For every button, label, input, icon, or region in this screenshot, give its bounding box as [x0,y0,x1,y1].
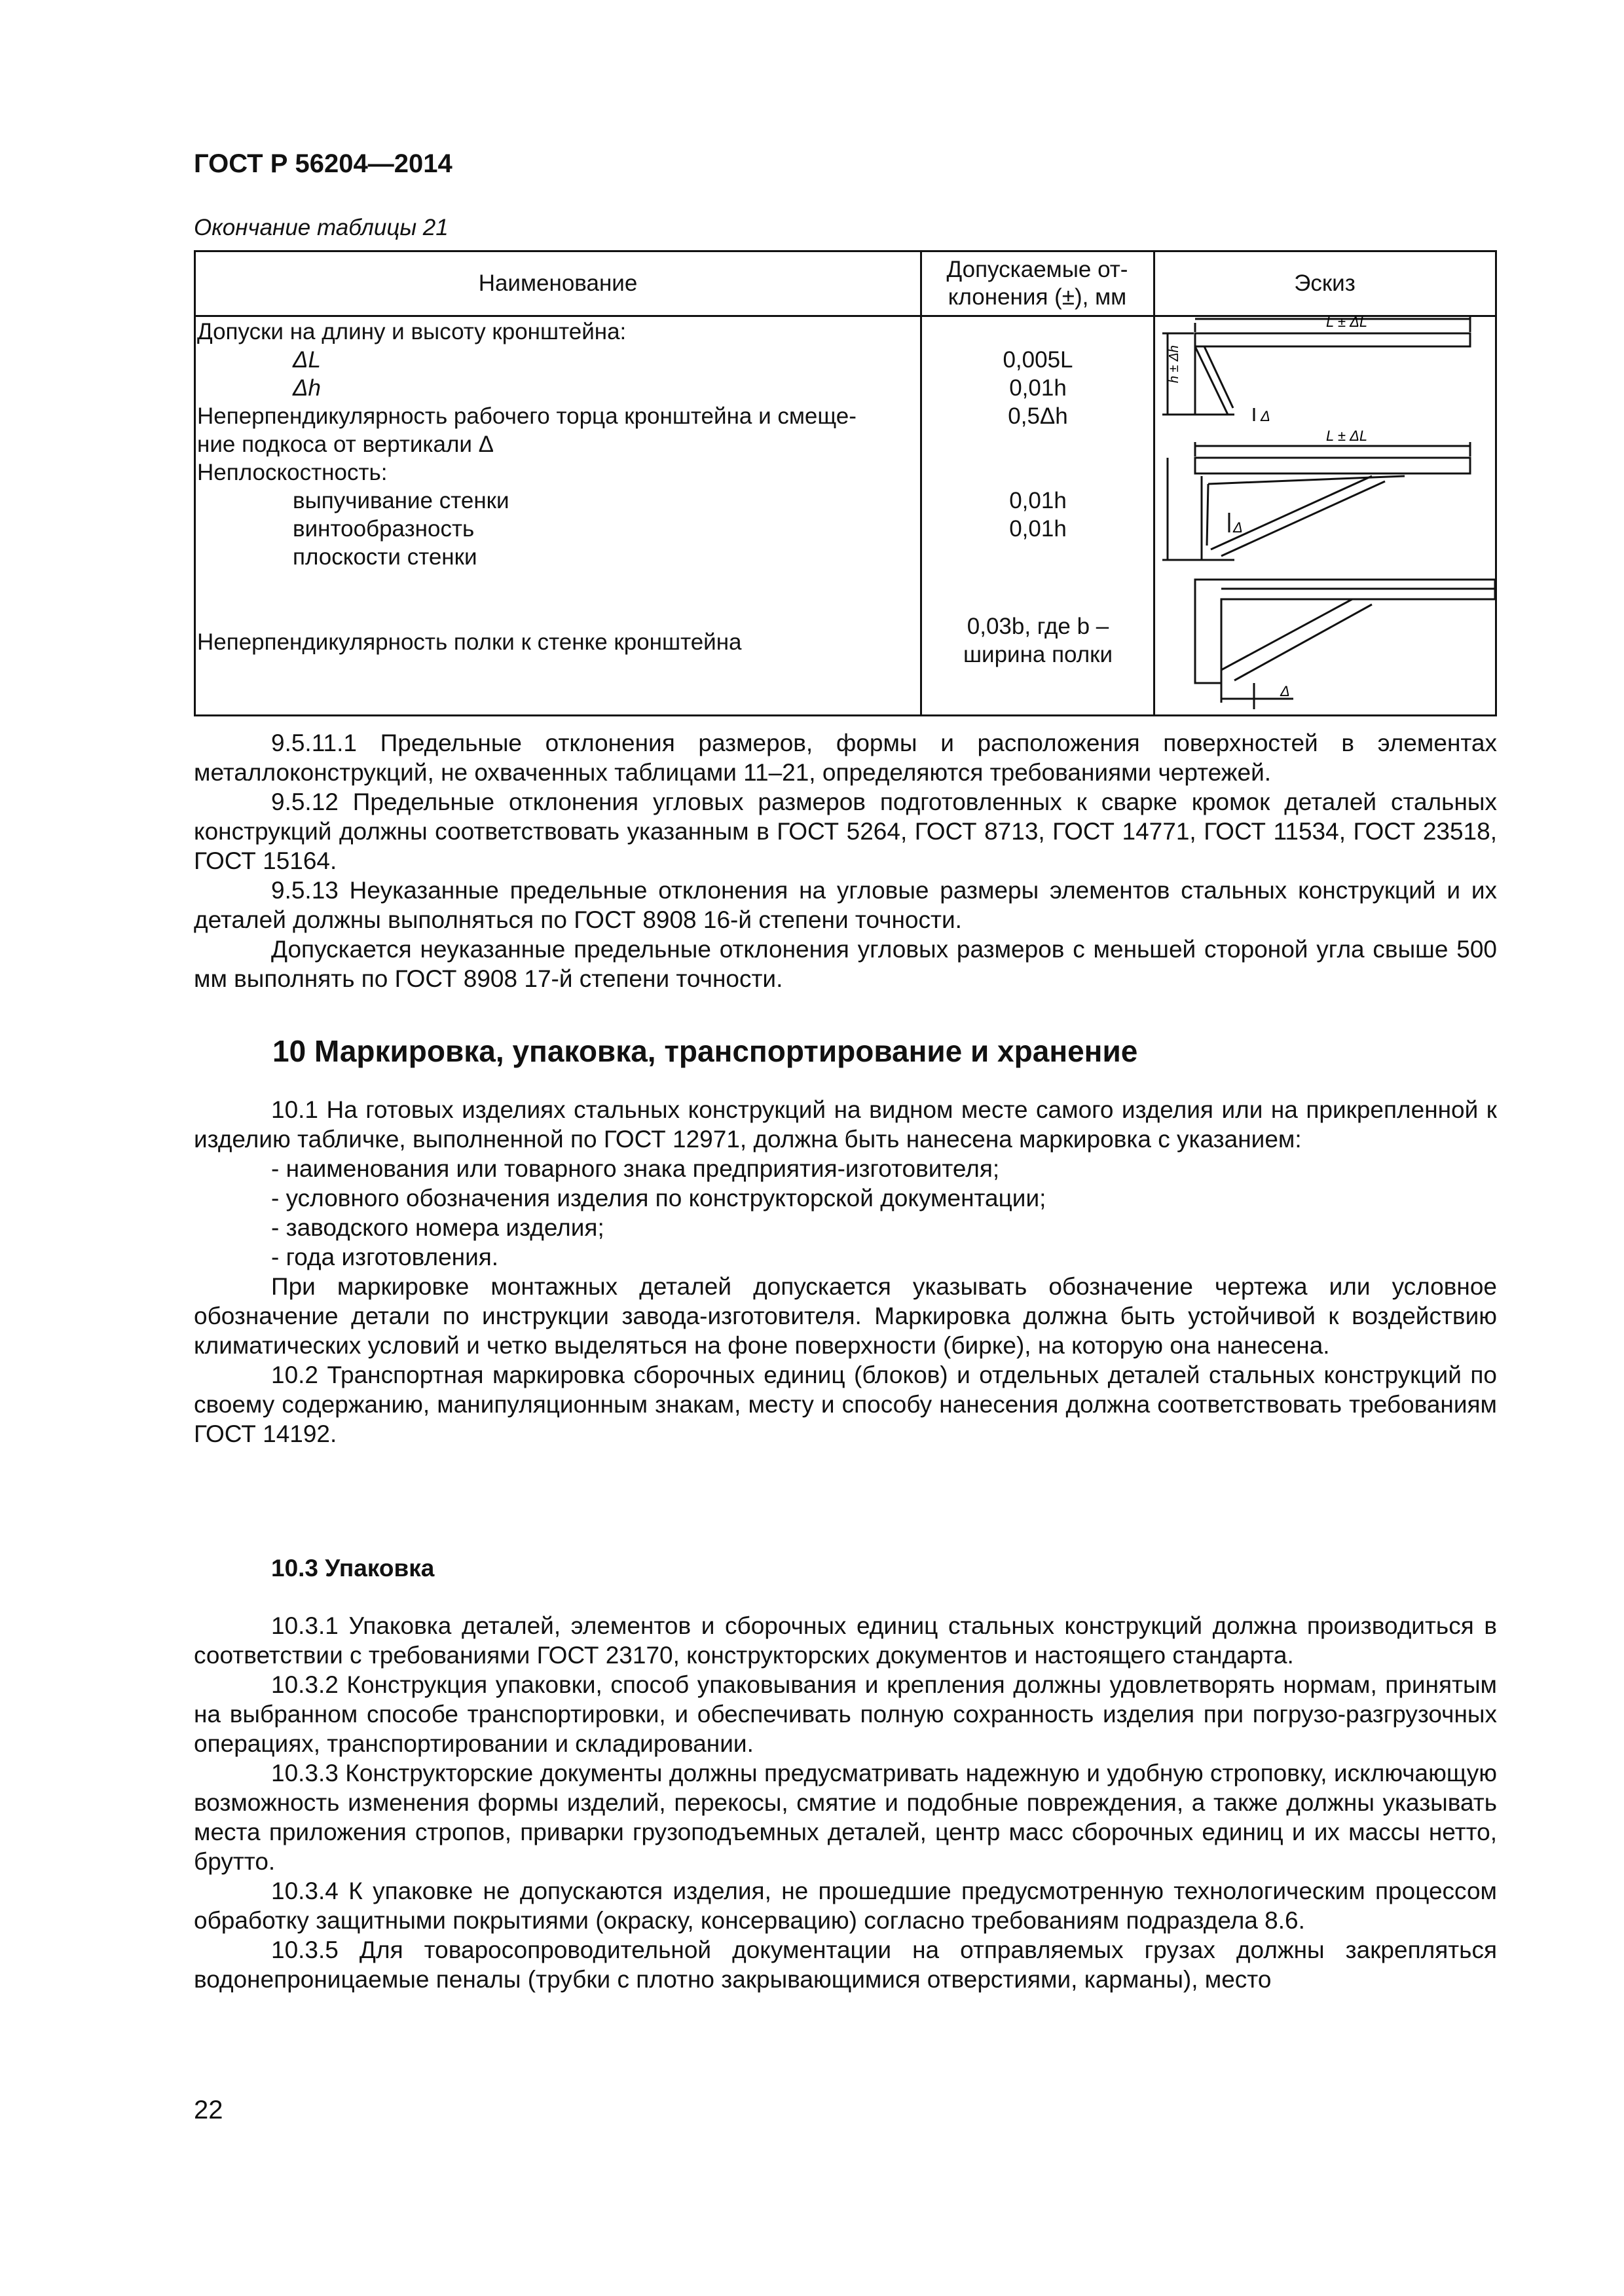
sketch-label-delta: Δ [1233,519,1243,536]
page-header: ГОСТ Р 56204—2014 [194,149,452,178]
column-header-deviation: Допускаемые от- клонения (±), мм [946,257,1128,310]
table-caption: Окончание таблицы 21 [194,215,449,240]
paragraph: При маркировке монтажных деталей допускается указывать обозначение чертежа или условное обозначение детали по инструкции завода-изготовителя. Маркировка должна быть устойчивой к воздействию климатических условий и четко выделяться на фоне поверхности (бирке), на которую она нанесена. [194,1273,1497,1359]
sketch-label-length: L ± ΔL [1326,316,1368,330]
subsection-heading-10-3: 10.3 Упаковка [271,1555,435,1582]
sketch-label-length: L ± ΔL [1326,428,1368,444]
bracket-sketch-image [1156,316,1495,716]
row-name: Δh [293,375,321,401]
paragraph: 10.3.3 Конструкторские документы должны предусматривать надежную и удобную строповку, исключающую возможность изменения формы изделий, перекосы, смятие и подобные повреждения, а также должны указывать места приложения стропов, приварки грузоподъемных деталей, центр масс сборочных единиц и их массы нетто, брутто. [194,1760,1497,1875]
row-name: выпучивание стенки [293,488,509,513]
row-value: 0,03b, где b – ширина полки [963,614,1113,667]
section-10-3-body [194,1611,1497,1994]
paragraph: 9.5.12 Предельные отклонения угловых размеров подготовленных к сварке кромок деталей стальных конструкций должны соответствовать указанным в ГОСТ 5264, ГОСТ 8713, ГОСТ 14771, ГОСТ 11534, ГОСТ 23518, ГОСТ 15164. [194,788,1497,874]
paragraph: 10.3.2 Конструкция упаковки, способ упаковывания и крепления должны удовлетворять нормам, принятым на выбранном способе транспортировки, и обеспечивать полную сохранность изделия при погрузо-разгрузочных операциях, транспортировании и складировании. [194,1671,1497,1757]
sketch-label-delta: Δ [1261,408,1270,424]
sketch-label-delta: Δ [1280,683,1290,699]
list-item: - года изготовления. [271,1244,499,1270]
paragraph: 10.2 Транспортная маркировка сборочных единиц (блоков) и отдельных деталей стальных конструкций по своему содержанию, манипуляционным знакам, месту и способу нанесения должна соответствовать требованиям ГОСТ 14192. [194,1361,1497,1447]
page-number: 22 [194,2096,223,2124]
paragraph: 9.5.13 Неуказанные предельные отклонения на угловые размеры элементов стальных конструкций и их деталей должны выполняться по ГОСТ 8908 16-й степени точности. [194,877,1497,933]
paragraph: 10.3.4 К упаковке не допускаются изделия, не прошедшие предусмотренную технологическим процессом обработку защитными покрытиями (окраску, консервацию) согласно требованиям подраздела 8.6. [194,1878,1497,1934]
row-name: винтообразность [293,516,475,542]
paragraph: 10.3.5 Для товаросопроводительной документации на отправляемых грузах должны закрепляться водонепроницаемые пеналы (трубки с плотно закрывающимися отверстиями, карманы), место [194,1936,1497,1993]
paragraph: Допускается неуказанные предельные отклонения угловых размеров с меньшей стороной угла свыше 500 мм выполнять по ГОСТ 8908 17-й степени точности. [194,936,1497,992]
row-name: Неперпендикулярность рабочего торца кронштейна и смеще- [197,403,857,429]
paragraph: 10.3.1 Упаковка деталей, элементов и сборочных единиц стальных конструкций должна производиться в соответствии с требованиями ГОСТ 23170, конструкторских документов и настоящего стандарта. [194,1612,1497,1669]
paragraph: 9.5.11.1 Предельные отклонения размеров, формы и расположения поверхностей в элементах металлоконструкций, не охваченных таблицами 11–21, определяются требованиями чертежей. [194,730,1497,786]
row-name: Неперпендикулярность полки к стенке кронштейна [197,629,742,655]
column-header-name: Наименование [478,270,638,296]
section-10-body [194,1095,1497,1449]
row-value: 0,01h [1009,488,1067,513]
paragraph-10-1: 10.1 На готовых изделиях стальных конструкций на видном месте самого изделия или на прикрепленной к изделию табличке, выполненной по ГОСТ 12971, должна быть нанесена маркировка с указанием: [194,1096,1497,1153]
list-item: - условного обозначения изделия по конструкторской документации; [271,1185,1046,1212]
row-name: плоскости стенки [293,544,477,570]
tolerance-table [194,250,1497,716]
row-name: ΔL [293,347,321,373]
row-name: ние подкоса от вертикали Δ [197,432,494,457]
row-value: 0,01h [1009,516,1067,542]
row-name: Допуски на длину и высоту кронштейна: [197,319,627,344]
row-value: 0,5Δh [1008,403,1068,429]
row-value: 0,01h [1009,375,1067,401]
row-value: 0,005L [1003,347,1073,373]
list-item: - наименования или товарного знака предприятия-изготовителя; [271,1155,1000,1182]
row-name: Неплоскостность: [197,460,388,485]
sketch-label-height: h ± Δh [1167,345,1181,383]
column-header-sketch: Эскиз [1294,270,1356,296]
list-item: - заводского номера изделия; [271,1214,604,1241]
section-heading-10: 10 Маркировка, упаковка, транспортирование и хранение [272,1034,1138,1068]
paragraphs-after-table [194,728,1497,993]
